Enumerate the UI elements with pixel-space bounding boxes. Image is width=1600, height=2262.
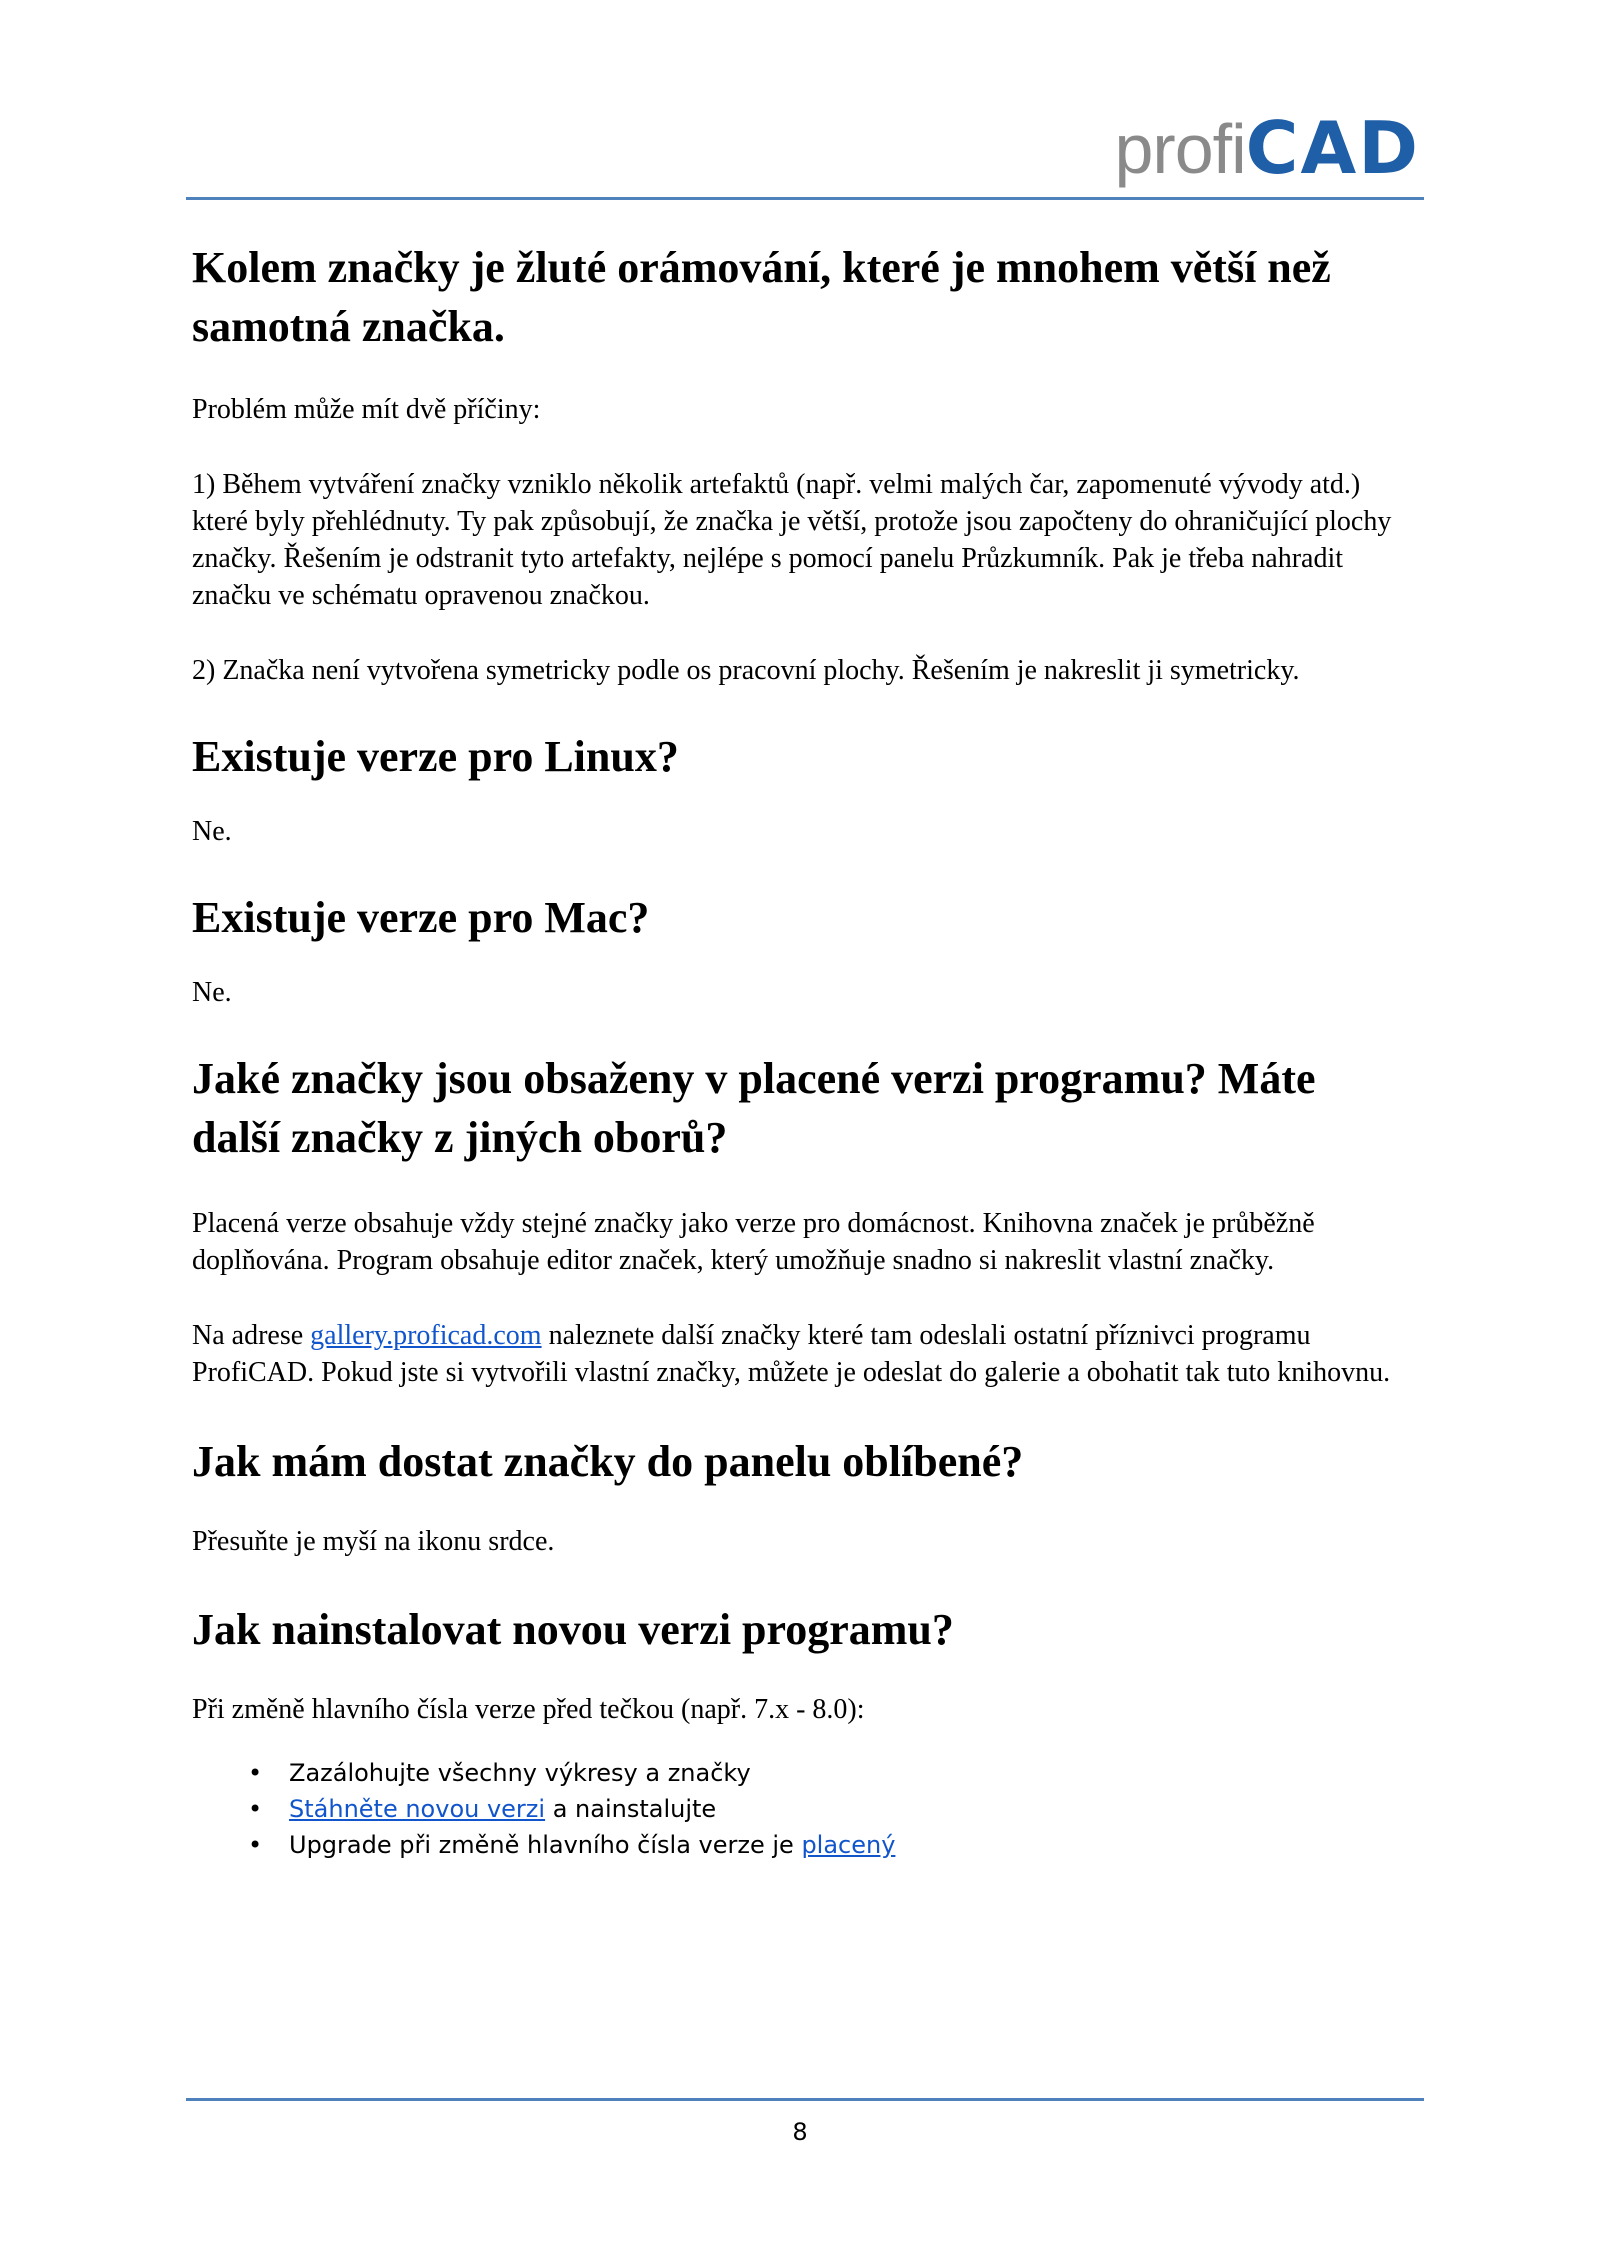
paragraph-cause-1: 1) Během vytváření značky vzniklo několik artefaktů (např. velmi malých čar, zapomenuté vývody atd.) které byly přehlédnuty. Ty pak způsobují, že značka je větší, protože jsou započteny do ohraničující plochy značky. Řešením je odstranit tyto artefakty, nejlépe s pomocí panelu Průzkumník. Pak je třeba nahradit značku ve schématu opravenou značkou. xyxy=(192,469,1392,611)
paragraph-linux-answer: Ne. xyxy=(192,816,232,847)
paragraph-causes-intro: Problém může mít dvě příčiny: xyxy=(192,394,541,425)
paragraph-favorites-answer: Přesuňte je myší na ikonu srdce. xyxy=(192,1526,555,1557)
logo-text-profi: profi xyxy=(1114,110,1246,188)
logo-text-cad: CAD xyxy=(1245,106,1420,190)
page-number: 8 xyxy=(792,2118,808,2146)
heading-yellow-border: Kolem značky je žluté orámování, které je mnohem větší než samotná značka. xyxy=(192,243,1331,351)
list-item xyxy=(192,1755,1392,1791)
step-upgrade-text: Upgrade při změně hlavního čísla verze je xyxy=(289,1831,802,1859)
list-item xyxy=(192,1791,1392,1827)
gallery-text-before: Na adrese xyxy=(192,1320,311,1351)
paragraph-mac-answer: Ne. xyxy=(192,977,232,1008)
paid-link[interactable]: placený xyxy=(801,1831,896,1859)
heading-paid-symbols: Jaké značky jsou obsaženy v placené verzi programu? Máte další značky z jiných oborů? xyxy=(192,1054,1316,1162)
gallery-link[interactable]: gallery.proficad.com xyxy=(310,1320,542,1351)
header-rule xyxy=(186,197,1424,200)
gallery-text-after: naleznete další značky které tam odeslali ostatní příznivci programu ProfiCAD. Pokud jste si vytvořili vlastní značky, můžete je odeslat do galerie a obohatit tak tuto knihovnu. xyxy=(192,1320,1391,1388)
heading-favorites: Jak mám dostat značky do panelu oblíbené? xyxy=(192,1437,1024,1486)
step-install-text: a nainstalujte xyxy=(545,1795,717,1823)
heading-linux: Existuje verze pro Linux? xyxy=(192,732,679,781)
paragraph-cause-2: 2) Značka není vytvořena symetricky podle os pracovní plochy. Řešením je nakreslit ji symetricky. xyxy=(192,655,1300,686)
page-content xyxy=(192,238,1392,1863)
paragraph-paid-version: Placená verze obsahuje vždy stejné značky jako verze pro domácnost. Knihovna značek je průběžně doplňována. Program obsahuje editor značek, který umožňuje snadno si nakreslit vlastní značky. xyxy=(192,1208,1315,1276)
list-item xyxy=(192,1827,1392,1863)
download-new-version-link[interactable]: Stáhněte novou verzi xyxy=(289,1795,546,1823)
paragraph-gallery xyxy=(192,1317,1392,1391)
paragraph-version-change: Při změně hlavního čísla verze před tečkou (např. 7.x - 8.0): xyxy=(192,1694,865,1725)
heading-mac: Existuje verze pro Mac? xyxy=(192,893,650,942)
step-backup-text: Zazálohujte všechny výkresy a značky xyxy=(289,1759,751,1787)
proficad-logo xyxy=(1114,106,1421,190)
heading-install-new-version: Jak nainstalovat novou verzi programu? xyxy=(192,1605,954,1654)
install-steps-list xyxy=(192,1755,1392,1863)
footer-rule xyxy=(186,2098,1424,2101)
